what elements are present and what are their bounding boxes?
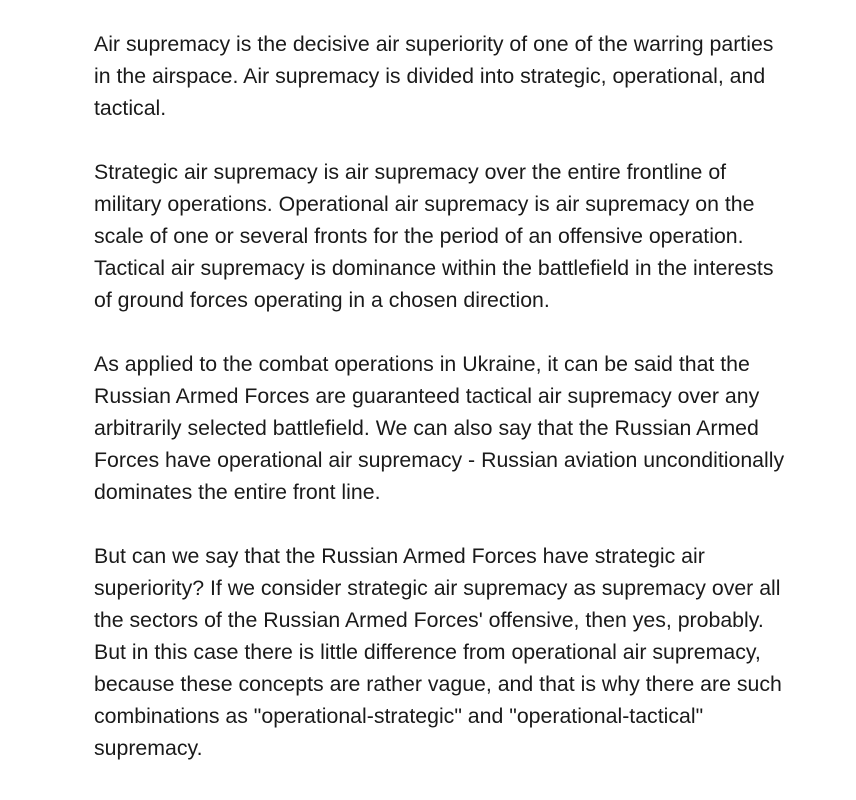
- paragraph-strategic-superiority: But can we say that the Russian Armed Forces have strategic air superiority? If we consider strategic air supremacy as supremacy over all the sectors of the Russian Armed Forces' offensive, then yes, probably. But in this case there is little difference from operational air supremacy, because these concepts are rather vague, and that is why there are such combinations as "operational-strategic" and "operational-tactical" supremacy.: [94, 544, 782, 760]
- paragraph-supremacy-levels: Strategic air supremacy is air supremacy over the entire frontline of military operations. Operational air supremacy is air supremacy on the scale of one or several fronts for the period of an offensive operation. Tactical air supremacy is dominance within the battlefield in the interests of ground forces operating in a chosen direction.: [94, 160, 774, 312]
- paragraph-air-supremacy-definition: Air supremacy is the decisive air superiority of one of the warring parties in the airspace. Air supremacy is divided into strategic, operational, and tactical.: [94, 32, 774, 120]
- paragraph-ukraine-operations: As applied to the combat operations in Ukraine, it can be said that the Russian Armed Forces are guaranteed tactical air supremacy over any arbitrarily selected battlefield. We can also say that the Russian Armed Forces have operational air supremacy - Russian aviation unconditionally dominates the entire front line.: [94, 352, 785, 504]
- article-body: [94, 28, 794, 764]
